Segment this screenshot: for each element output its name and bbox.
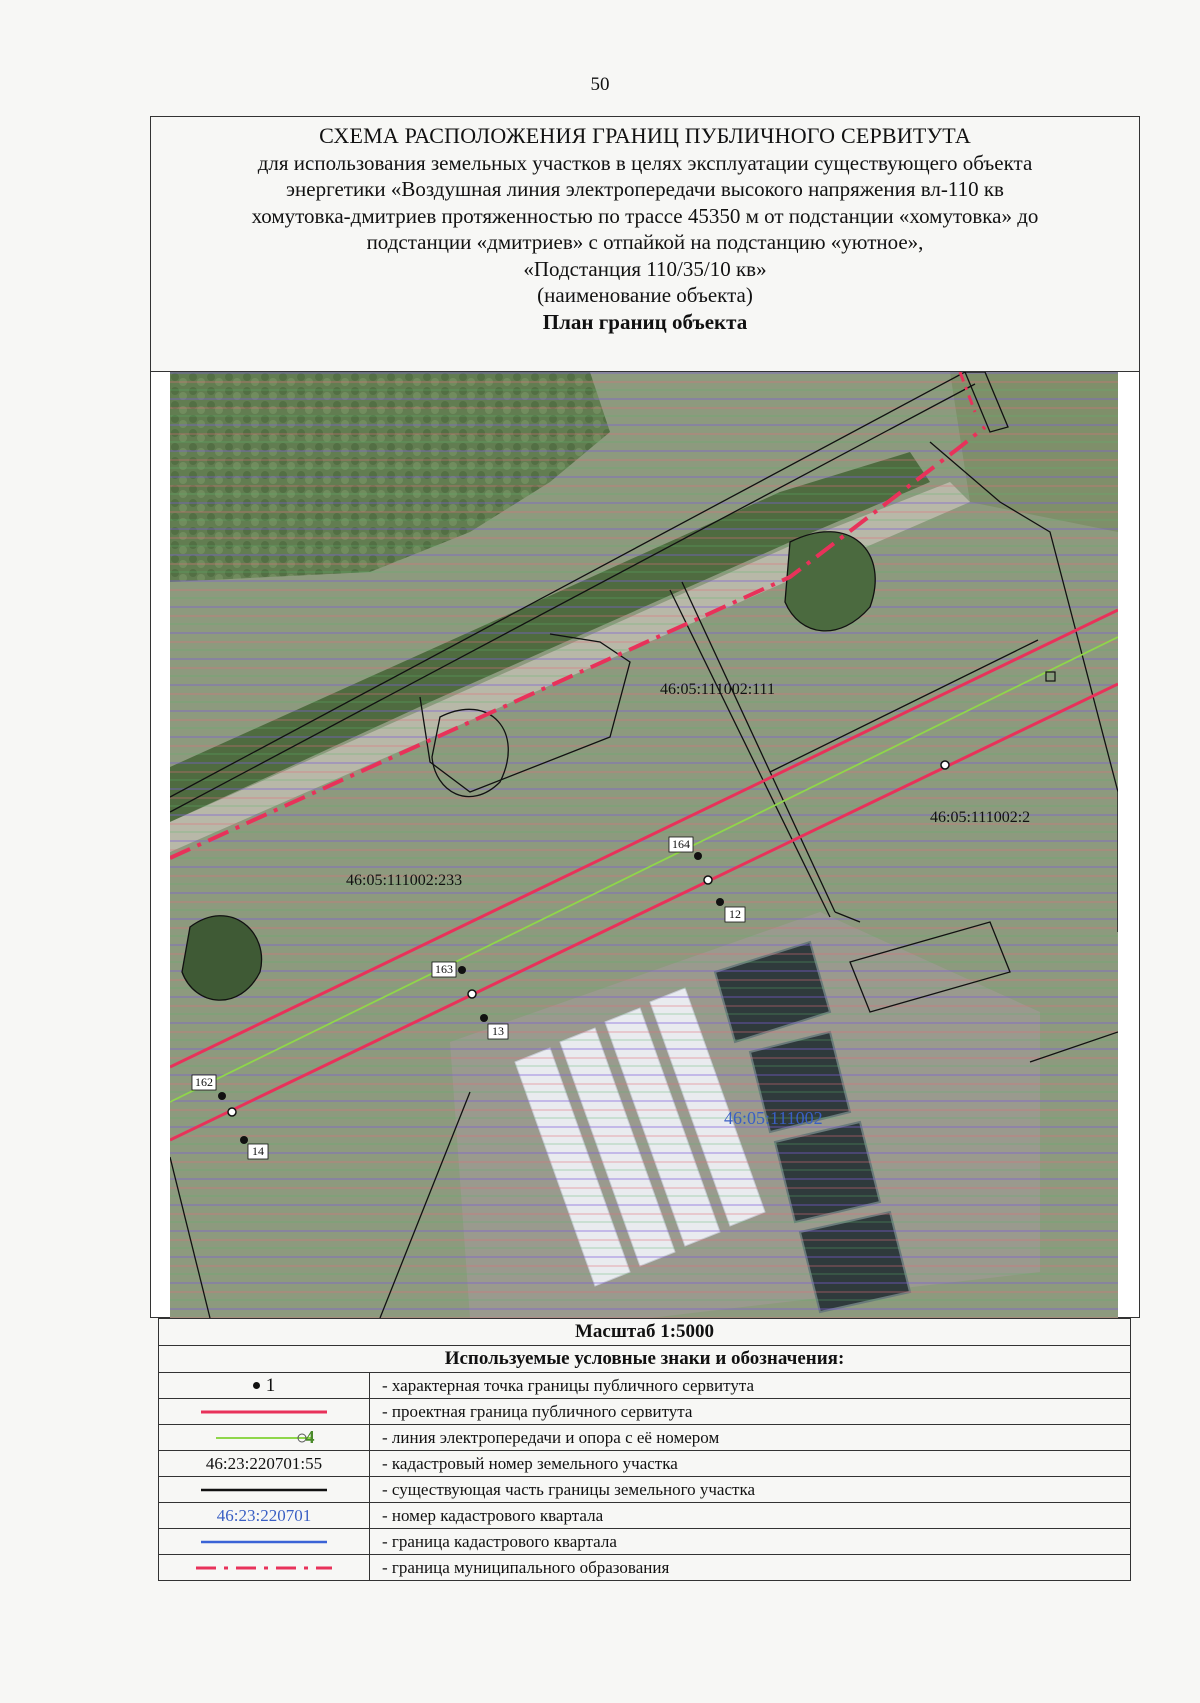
title-line: (наименование объекта): [537, 283, 753, 307]
legend-row-point: [159, 1373, 1131, 1399]
legend-row-power-line: [159, 1425, 1131, 1451]
plan-title: План границ объекта: [542, 309, 748, 334]
point-label-162: 162: [195, 1075, 213, 1089]
green-line-icon: [214, 1433, 314, 1443]
parcel-label: 46:05:111002:233: [346, 872, 463, 889]
quarter-label: 46:05:111002: [724, 1108, 823, 1128]
title-line: «Подстанция 110/35/10 кв»: [523, 256, 767, 281]
legend-table: [158, 1318, 1131, 1581]
red-dash-dot-line-icon: [194, 1564, 334, 1572]
point-label-164: 164: [672, 837, 690, 851]
legend-desc: - характерная точка границы публичного сервитута: [370, 1373, 1131, 1399]
legend-quarter-sample: 46:23:220701: [159, 1503, 370, 1529]
legend-header: Используемые условные знаки и обозначения:: [159, 1346, 1131, 1373]
legend-desc: - существующая часть границы земельного участка: [370, 1477, 1131, 1503]
legend-row-cad-number: [159, 1451, 1131, 1477]
legend-desc: - граница кадастрового квартала: [370, 1529, 1131, 1555]
title-line: СХЕМА РАСПОЛОЖЕНИЯ ГРАНИЦ ПУБЛИЧНОГО СЕРВИТУТА: [319, 123, 971, 148]
parcel-label: 46:05:111002:2: [930, 809, 1031, 826]
legend-row-municipal: [159, 1555, 1131, 1581]
legend-row-quarter-border: [159, 1529, 1131, 1555]
legend-point-number: 1: [265, 1374, 276, 1396]
legend-cad-number-sample: 46:23:220701:55: [159, 1451, 370, 1477]
title-line: подстанции «дмитриев» с отпайкой на подстанцию «уютное»,: [366, 230, 924, 254]
legend-desc: - линия электропередачи и опора с её номером: [370, 1425, 1131, 1451]
point-label-14: 14: [252, 1144, 264, 1158]
page-number: 50: [590, 74, 610, 95]
title-line: энергетики «Воздушная линия электропередачи высокого напряжения вл-110 кв: [286, 177, 1004, 201]
title-line: для использования земельных участков в целях эксплуатации существующего объекта: [257, 150, 1033, 175]
blue-line-icon: [199, 1538, 329, 1546]
legend-desc: - номер кадастрового квартала: [370, 1503, 1131, 1529]
title-line: хомутовка-дмитриев протяженностью по трассе 45350 м от подстанции «хомутовка» до: [251, 203, 1039, 228]
black-line-icon: [199, 1486, 329, 1494]
red-line-icon: [199, 1408, 329, 1416]
black-dot-icon: [253, 1382, 260, 1389]
parcel-label: 46:05:111002:111: [660, 681, 775, 698]
point-label-13: 13: [492, 1024, 504, 1038]
title-block: [150, 116, 1140, 372]
map-view[interactable]: [170, 372, 1118, 1318]
legend-desc: - проектная граница публичного сервитута: [370, 1399, 1131, 1425]
legend-pole-symbol: [214, 1427, 315, 1448]
legend-desc: - кадастровый номер земельного участка: [370, 1451, 1131, 1477]
legend-row-quarter-number: [159, 1503, 1131, 1529]
legend-row-servitude: [159, 1399, 1131, 1425]
scan-stripes: [170, 372, 1118, 1318]
legend-point-symbol: [253, 1375, 276, 1397]
point-label-12: 12: [729, 907, 741, 921]
legend-desc: - граница муниципального образования: [370, 1555, 1131, 1581]
point-label-163: 163: [435, 962, 453, 976]
scale-label: Масштаб 1:5000: [159, 1319, 1131, 1346]
legend-row-parcel-border: [159, 1477, 1131, 1503]
legend-pole-number: 4: [305, 1427, 315, 1447]
tree-clump-3: [182, 916, 262, 1000]
